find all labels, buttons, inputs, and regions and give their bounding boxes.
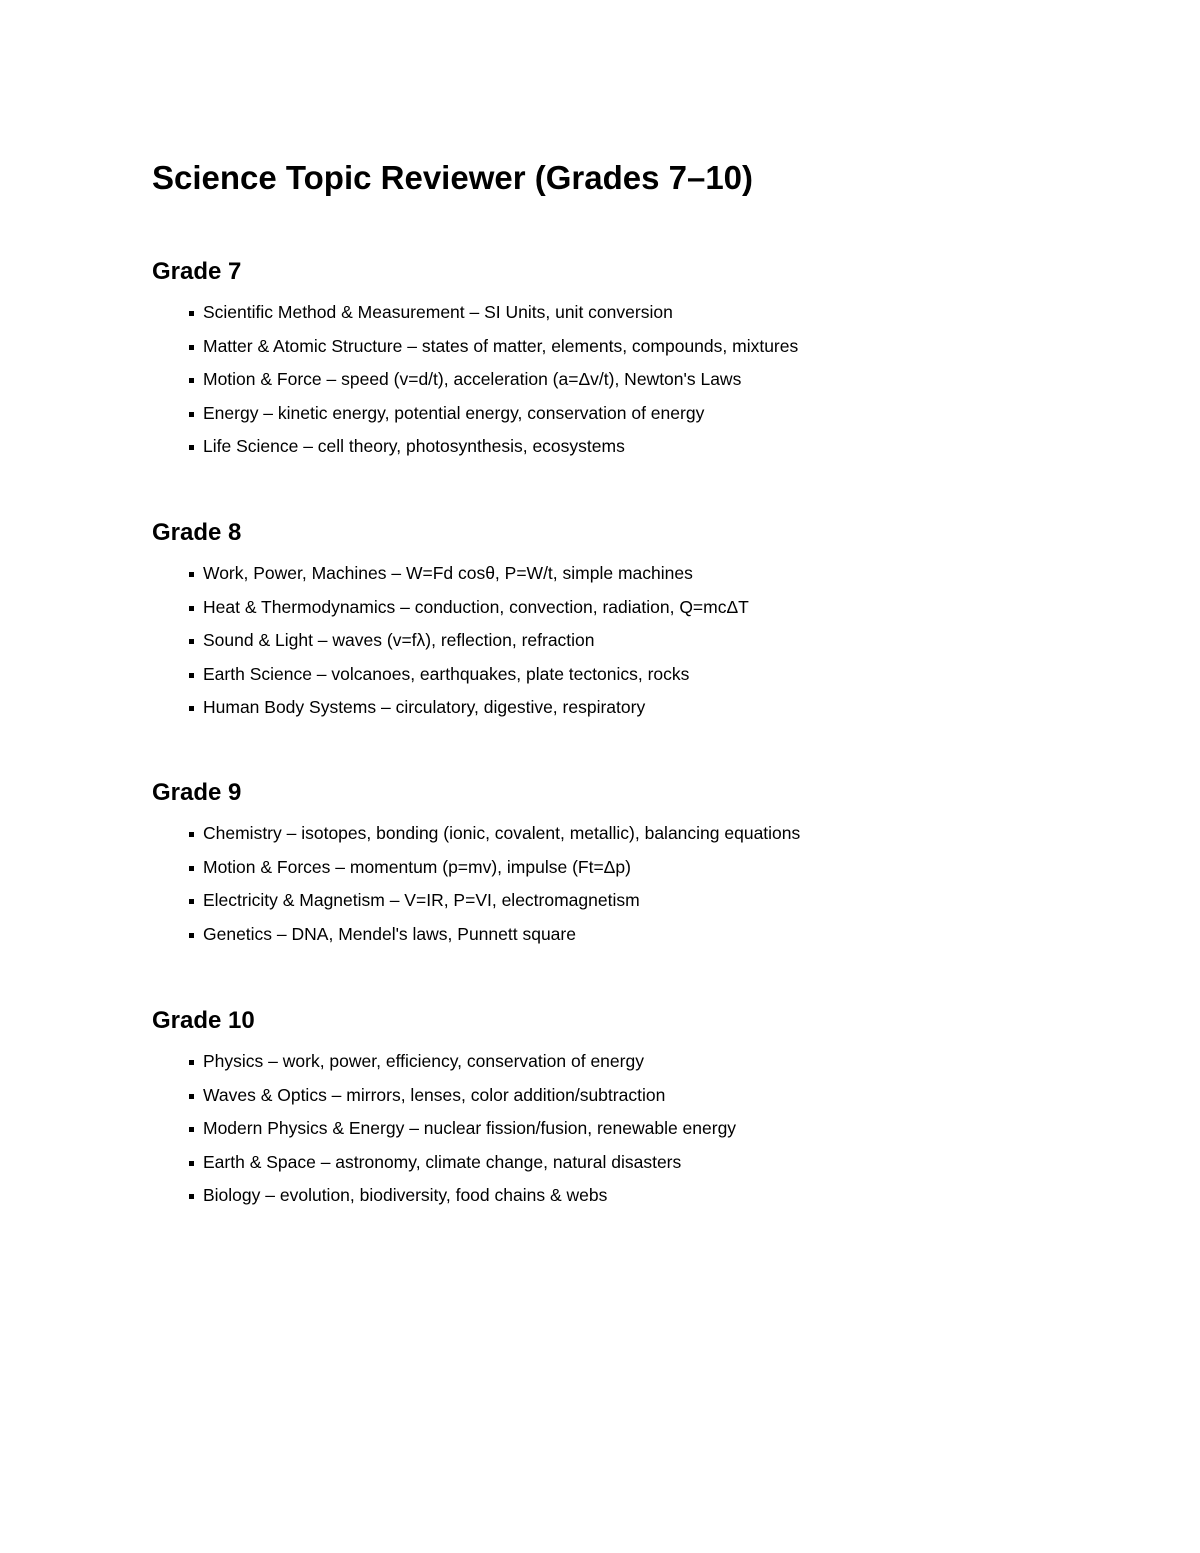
list-item-text: Matter & Atomic Structure – states of matter, elements, compounds, mixtures — [203, 335, 799, 356]
list-item-text: Energy – kinetic energy, potential energy, conservation of energy — [203, 402, 705, 423]
bullet-icon — [189, 1060, 194, 1065]
topic-list — [152, 296, 1112, 464]
list-item — [189, 658, 1112, 692]
bullet-icon — [189, 572, 194, 577]
list-item — [189, 397, 1112, 431]
section-grade-9 — [152, 777, 1112, 951]
bullet-icon — [189, 1094, 194, 1099]
bullet-icon — [189, 832, 194, 837]
section-grade-8 — [152, 517, 1112, 725]
bullet-icon — [189, 311, 194, 316]
section-grade-10 — [152, 1005, 1112, 1213]
bullet-icon — [189, 445, 194, 450]
list-item — [189, 817, 1112, 851]
list-item-text: Heat & Thermodynamics – conduction, convection, radiation, Q=mcΔT — [203, 596, 749, 617]
bullet-icon — [189, 412, 194, 417]
list-item-text: Human Body Systems – circulatory, digestive, respiratory — [203, 697, 646, 717]
list-item — [189, 591, 1112, 625]
bullet-icon — [189, 378, 194, 383]
section-heading: Grade 7 — [152, 258, 242, 285]
list-item-text: Physics – work, power, efficiency, conservation of energy — [203, 1051, 644, 1071]
list-item-text: Motion & Force – speed (v=d/t), acceleration (a=Δv/t), Newton's Laws — [203, 369, 742, 389]
list-item — [189, 296, 1112, 330]
list-item — [189, 918, 1112, 952]
list-item — [189, 330, 1112, 364]
list-item-text: Genetics – DNA, Mendel's laws, Punnett square — [203, 923, 576, 944]
list-item-text: Scientific Method & Measurement – SI Units, unit conversion — [203, 302, 673, 322]
list-item — [189, 430, 1112, 464]
list-item — [189, 691, 1112, 725]
topic-list — [152, 557, 1112, 725]
list-item-text: Work, Power, Machines – W=Fd cosθ, P=W/t, simple machines — [203, 563, 693, 583]
bullet-icon — [189, 866, 194, 871]
bullet-icon — [189, 673, 194, 678]
list-item-text: Life Science – cell theory, photosynthesis, ecosystems — [203, 436, 625, 456]
list-item-text: Earth Science – volcanoes, earthquakes, plate tectonics, rocks — [203, 663, 690, 684]
section-grade-7 — [152, 256, 1112, 464]
bullet-icon — [189, 606, 194, 611]
bullet-icon — [189, 345, 194, 350]
bullet-icon — [189, 1194, 194, 1199]
bullet-icon — [189, 706, 194, 711]
page-title: Science Topic Reviewer (Grades 7–10) — [152, 159, 754, 196]
list-item-text: Modern Physics & Energy – nuclear fission/fusion, renewable energy — [203, 1118, 737, 1138]
list-item-text: Waves & Optics – mirrors, lenses, color addition/subtraction — [203, 1084, 666, 1105]
list-item — [189, 851, 1112, 885]
topic-list — [152, 817, 1112, 951]
list-item — [189, 1112, 1112, 1146]
list-item-text: Sound & Light – waves (v=fλ), reflection, refraction — [203, 630, 595, 650]
list-item — [189, 1045, 1112, 1079]
list-item-text: Electricity & Magnetism – V=IR, P=VI, electromagnetism — [203, 890, 640, 910]
list-item-text: Chemistry – isotopes, bonding (ionic, covalent, metallic), balancing equations — [203, 823, 801, 843]
section-heading: Grade 9 — [152, 779, 242, 806]
list-item — [189, 1179, 1112, 1213]
bullet-icon — [189, 899, 194, 904]
list-item — [189, 363, 1112, 397]
list-item-text: Biology – evolution, biodiversity, food chains & webs — [203, 1185, 608, 1205]
list-item — [189, 557, 1112, 591]
bullet-icon — [189, 1127, 194, 1132]
bullet-icon — [189, 639, 194, 644]
section-heading: Grade 8 — [152, 519, 242, 546]
topic-list — [152, 1045, 1112, 1213]
list-item-text: Motion & Forces – momentum (p=mv), impulse (Ft=Δp) — [203, 856, 631, 877]
list-item — [189, 884, 1112, 918]
section-heading: Grade 10 — [152, 1007, 255, 1034]
bullet-icon — [189, 933, 194, 938]
bullet-icon — [189, 1161, 194, 1166]
list-item — [189, 1079, 1112, 1113]
list-item — [189, 624, 1112, 658]
list-item-text: Earth & Space – astronomy, climate change, natural disasters — [203, 1151, 682, 1172]
list-item — [189, 1146, 1112, 1180]
